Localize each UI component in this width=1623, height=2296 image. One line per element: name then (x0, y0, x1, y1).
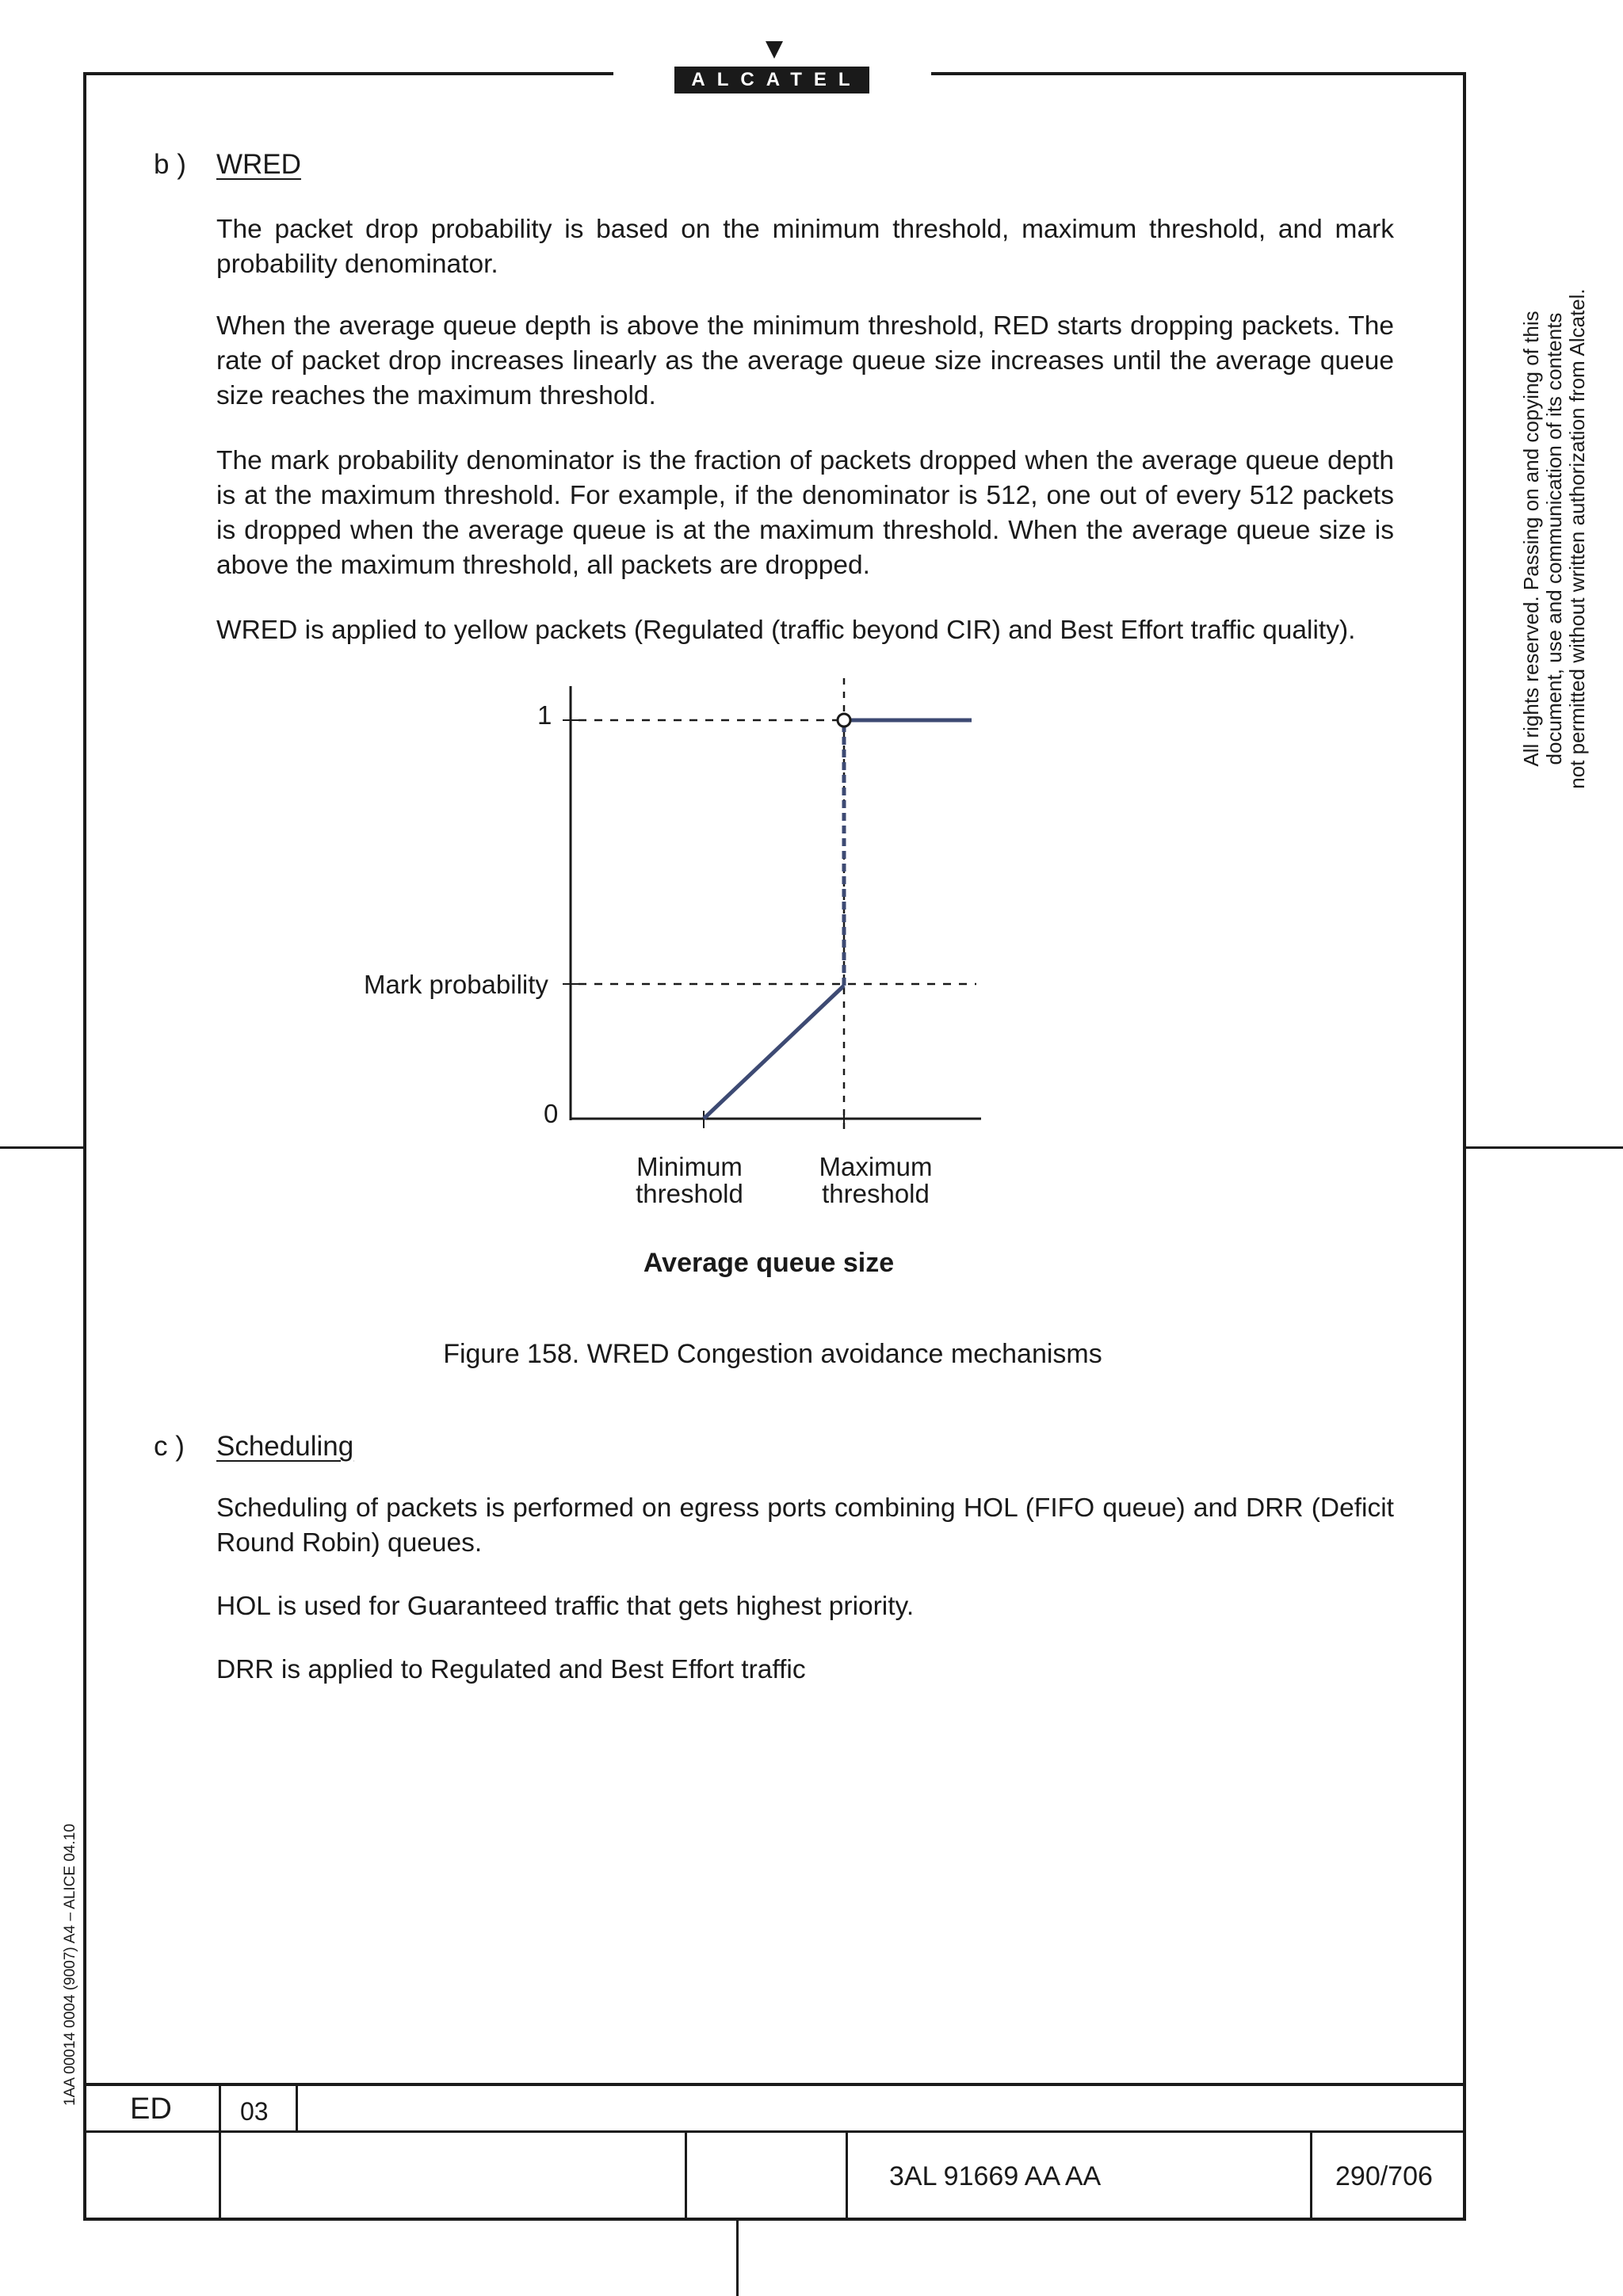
paragraph: WRED is applied to yellow packets (Regulated (traffic beyond CIR) and Best Effort traffic quality). (216, 616, 1356, 645)
footer-rule-top (83, 2083, 1466, 2086)
x-label-max-line1: Maximum (819, 1152, 933, 1181)
section-heading-wred: WRED (216, 149, 301, 180)
alcatel-logo: ALCATEL (674, 67, 869, 93)
paragraph: When the average queue depth is above the minimum threshold, RED starts dropping packets. The rate of packet drop increases linearly as the average queue size increases until the average queue size reaches the maximum threshold. (216, 311, 1394, 410)
y-label-zero: 0 (544, 1099, 559, 1128)
open-point-marker (838, 714, 850, 727)
footer-col-2 (296, 2083, 298, 2132)
y-label-mark-probability: Mark probability (364, 970, 548, 999)
section-marker-c: c ) (154, 1431, 185, 1462)
x-label-min-line2: threshold (636, 1179, 743, 1208)
section-heading-scheduling: Scheduling (216, 1431, 354, 1462)
figure-caption: Figure 158. WRED Congestion avoidance mechanisms (443, 1339, 1102, 1369)
footer-doc-number: 3AL 91669 AA AA (889, 2161, 1102, 2191)
notice-line: document, use and communication of its contents (1542, 312, 1566, 765)
notice-line: All rights reserved. Passing on and copying of this (1519, 311, 1543, 767)
footer-rule-bottom (83, 2218, 1466, 2221)
paragraph: HOL is used for Guaranteed traffic that gets highest priority. (216, 1592, 915, 1621)
paragraph: The mark probability denominator is the fraction of packets dropped when the average queue depth is at the maximum threshold. For example, if the denominator is 512, one out of every 512 packets is dropped when the average queue is at the maximum threshold. When the average queue size is above the maximum threshold, all packets are dropped. (216, 446, 1394, 580)
x-axis-title: Average queue size (643, 1248, 895, 1278)
footer-rule-mid (83, 2130, 1466, 2133)
x-label-min-line1: Minimum (636, 1152, 743, 1181)
notice-line: not permitted without written authorization from Alcatel. (1565, 288, 1589, 789)
footer-ed-label: ED (130, 2092, 172, 2126)
copyright-notice (1520, 261, 1591, 816)
paragraph: The packet drop probability is based on the minimum threshold, maximum threshold, and mark probability denominator. (216, 215, 1394, 279)
form-code: 1AA 00014 0004 (9007) A4 – ALICE 04.10 (62, 1823, 78, 2106)
x-label-max-line2: threshold (822, 1179, 930, 1208)
footer-col-1 (219, 2083, 221, 2221)
y-label-one: 1 (537, 700, 552, 730)
footer-col-5 (1310, 2130, 1312, 2221)
x-label-maximum-threshold (796, 1154, 955, 1207)
footer-ed-value: 03 (240, 2097, 269, 2126)
paragraph: DRR is applied to Regulated and Best Effort traffic (216, 1655, 806, 1684)
x-label-minimum-threshold (610, 1154, 769, 1207)
drop-ramp-line (704, 986, 844, 1119)
paragraph: Scheduling of packets is performed on egress ports combining HOL (FIFO queue) and DRR (Deficit Round Robin) queues. (216, 1493, 1394, 1558)
footer-bottom-tick (736, 2221, 739, 2296)
footer-page-number: 290/706 (1335, 2161, 1433, 2191)
footer-col-4 (846, 2130, 848, 2221)
footer-col-3 (685, 2130, 687, 2221)
section-marker-b: b ) (154, 149, 186, 180)
